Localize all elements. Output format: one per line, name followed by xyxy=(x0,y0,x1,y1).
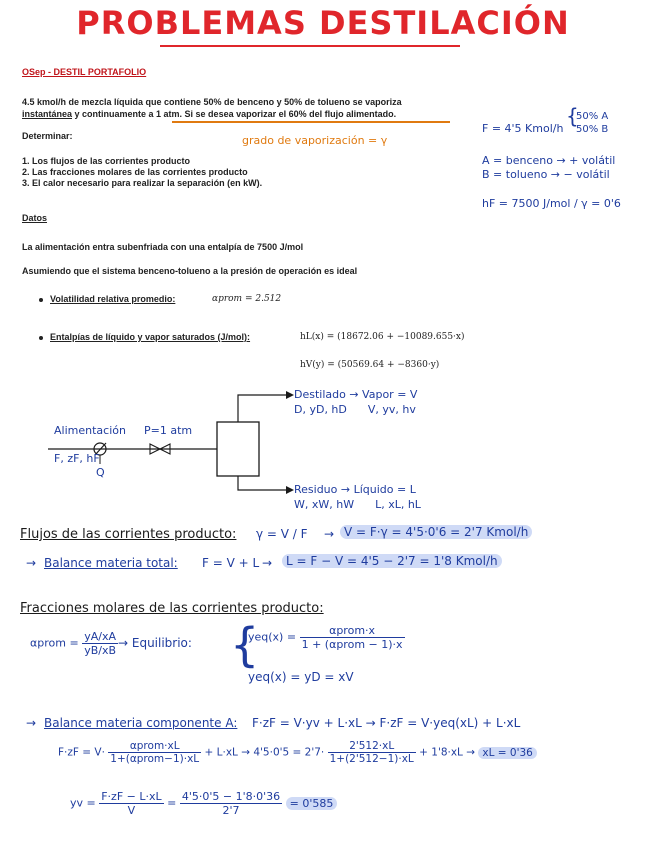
q-label: Q xyxy=(96,466,105,479)
component-balance-label: Balance materia componente A: xyxy=(44,716,238,730)
top-product-line-1: Destilado → Vapor = V xyxy=(294,388,418,401)
task-2: 2. Las fracciones molares de las corrientes producto xyxy=(22,167,248,177)
hf-definition: hF = 7500 J/mol / γ = 0'6 xyxy=(482,197,621,210)
component-balance-equation: F·zF = V·yv + L·xL → F·zF = V·yeq(xL) + L·xL xyxy=(252,716,521,730)
yv-derivation: yv = $\frac{F\cdot zF - L\cdot xL}{V}$ = $\frac{4'5\cdot 0'5 - 1'8\cdot 0'36}{2'7}$ = 0'585 xyxy=(70,790,337,817)
top-product-line-2: D, yD, hD V, yv, hv xyxy=(294,403,416,416)
enthalpy-label: Entalpías de líquido y vapor saturados (J/mol): xyxy=(50,332,251,342)
xl-result: xL = 0'36 xyxy=(478,747,536,759)
feed-vars: F, zF, hF xyxy=(54,452,100,465)
volatility-label: Volatilidad relativa promedio: xyxy=(50,294,176,304)
balance-equation: F = V + L xyxy=(202,556,260,570)
section-label: OSep - DESTIL PORTAFOLIO xyxy=(22,67,147,77)
title-underline xyxy=(160,45,460,47)
page-title: PROBLEMAS DESTILACIÓN xyxy=(76,4,570,42)
grado-annotation: grado de vaporización = γ xyxy=(242,134,388,147)
datos-line-1: La alimentación entra subenfriada con una entalpía de 7500 J/mol xyxy=(22,242,304,252)
alpha-definition: αprom = $\frac{yA/xA}{yB/xB}$ xyxy=(30,630,117,657)
task-3: 3. El calor necesario para realizar la separación (en kW). xyxy=(22,178,263,188)
equilibrio-label: → Equilibrio: xyxy=(118,636,192,650)
vapor-arrow-icon xyxy=(286,391,294,399)
pressure-label: P=1 atm xyxy=(144,424,193,437)
bottom-product-line-1: Residuo → Líquido = L xyxy=(294,483,416,496)
feed-annotation: F = 4'5 Kmol/h xyxy=(482,122,564,135)
yeq-equation-2: yeq(x) = yD = xV xyxy=(248,670,354,684)
highlight-underline xyxy=(172,121,450,123)
bottom-product-line-2: W, xW, hW L, xL, hL xyxy=(294,498,421,511)
liquid-arrow-icon xyxy=(286,486,294,494)
determinar-label: Determinar: xyxy=(22,131,73,141)
yv-result: = 0'585 xyxy=(286,797,338,810)
datos-heading: Datos xyxy=(22,213,48,223)
problem-line-2b: y continuamente a 1 atm. Si se desea vaporizar el 60% del flujo alimentado. xyxy=(72,109,397,119)
volatility-equation: αprom = 2.512 xyxy=(212,294,282,304)
datos-line-2: Asumiendo que el sistema benceno-tolueno a la presión de operación es ideal xyxy=(22,266,358,276)
problem-line-1: 4.5 kmol/h de mezcla líquida que contiene 50% de benceno y 50% de tolueno se vaporiza xyxy=(22,97,402,107)
yeq-equation: yeq(x) = $\frac{\text{αprom·x}}{\text{1 + (αprom − 1)·x}}$ xyxy=(248,624,403,651)
vapor-line xyxy=(238,395,286,422)
problem-line-2 xyxy=(22,109,396,119)
liquid-line xyxy=(238,476,286,490)
feed-a-annotation: 50% A xyxy=(576,111,609,122)
bullet-icon xyxy=(39,336,43,340)
gamma-equation: γ = V / F xyxy=(256,527,308,541)
hl-equation: hL(x) = (18672.06 + −10089.655·x) xyxy=(300,332,465,342)
brace-icon: { xyxy=(566,104,579,128)
xl-derivation: F·zF = V· $\frac{\text{αprom·xL}}{\text{1+(αprom−1)·xL}}$ + L·xL → 4'5·0'5 = 2'7· $\frac{2'512\cdot xL}{1+(2'512-1)\cdot xL}$ + 1'8·xL → xL = 0'36 xyxy=(58,740,537,765)
feed-b-annotation: 50% B xyxy=(576,124,609,135)
balance-label: Balance materia total: xyxy=(44,556,178,570)
l-equation: L = F − V = 4'5 − 2'7 = 1'8 Kmol/h xyxy=(282,554,502,568)
bullet-icon xyxy=(39,298,43,302)
system-brace-icon: { xyxy=(230,618,260,672)
fractions-heading: Fracciones molares de las corrientes producto: xyxy=(20,601,324,616)
a-definition: A = benceno → + volátil xyxy=(482,154,616,167)
hv-equation: hV(y) = (50569.64 + −8360·y) xyxy=(300,360,440,370)
b-definition: B = tolueno → − volátil xyxy=(482,168,610,181)
task-1: 1. Los flujos de las corrientes producto xyxy=(22,156,191,166)
v-equation: V = F·γ = 4'5·0'6 = 2'7 Kmol/h xyxy=(340,525,532,539)
feed-label: Alimentación xyxy=(54,424,126,437)
problem-line-2a: instantánea xyxy=(22,109,73,119)
flash-drum xyxy=(217,422,259,476)
flows-heading: Flujos de las corrientes producto: xyxy=(20,527,237,542)
